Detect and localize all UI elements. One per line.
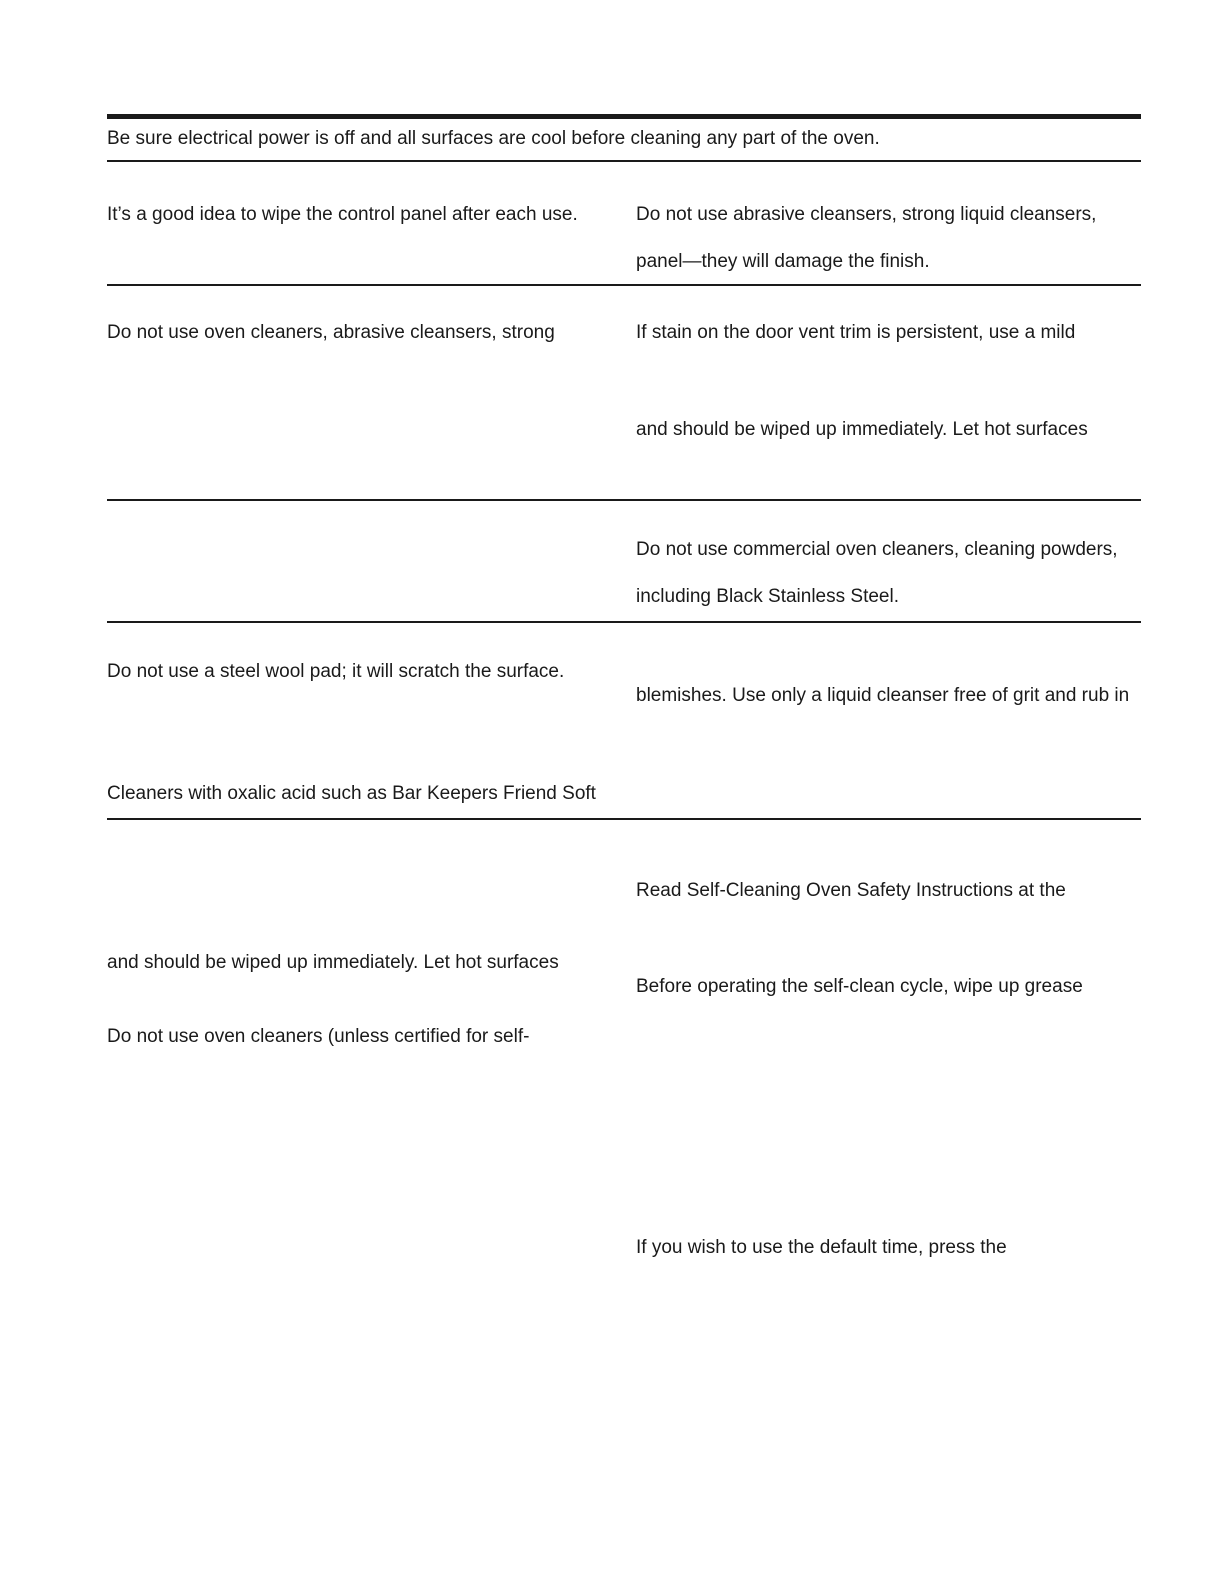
self-clean-safety-text: Read Self-Cleaning Oven Safety Instructions at the (636, 880, 1066, 901)
oxalic-acid-text: Cleaners with oxalic acid such as Bar Keepers Friend Soft (107, 783, 596, 804)
oven-exterior-caution: Do not use oven cleaners, abrasive cleansers, strong (107, 322, 555, 343)
section-divider (107, 160, 1141, 162)
oven-cleaner-caution: Do not use oven cleaners (unless certified for self- (107, 1026, 530, 1047)
self-clean-prep-text: Before operating the self-clean cycle, wipe up grease (636, 976, 1083, 997)
stainless-caution: including Black Stainless Steel. (636, 586, 899, 607)
section-divider (107, 818, 1141, 820)
control-panel-caution: panel—they will damage the finish. (636, 251, 930, 272)
oven-interior-text: and should be wiped up immediately. Let hot surfaces (107, 952, 559, 973)
default-time-text: If you wish to use the default time, press the (636, 1237, 1007, 1258)
stainless-caution: Do not use commercial oven cleaners, cleaning powders, (636, 539, 1118, 560)
safety-warning: Be sure electrical power is off and all surfaces are cool before cleaning any part of the oven. (107, 128, 880, 149)
section-divider (107, 499, 1141, 501)
control-panel-caution: Do not use abrasive cleansers, strong liquid cleansers, (636, 204, 1097, 225)
steel-wool-caution: Do not use a steel wool pad; it will scratch the surface. (107, 661, 565, 682)
control-panel-text: It’s a good idea to wipe the control panel after each use. (107, 204, 578, 225)
door-vent-trim-text: and should be wiped up immediately. Let hot surfaces (636, 419, 1088, 440)
section-divider (107, 284, 1141, 286)
section-divider (107, 621, 1141, 623)
door-vent-trim-text: If stain on the door vent trim is persistent, use a mild (636, 322, 1076, 343)
blemishes-text: blemishes. Use only a liquid cleanser free of grit and rub in (636, 685, 1130, 706)
top-rule (107, 114, 1141, 119)
